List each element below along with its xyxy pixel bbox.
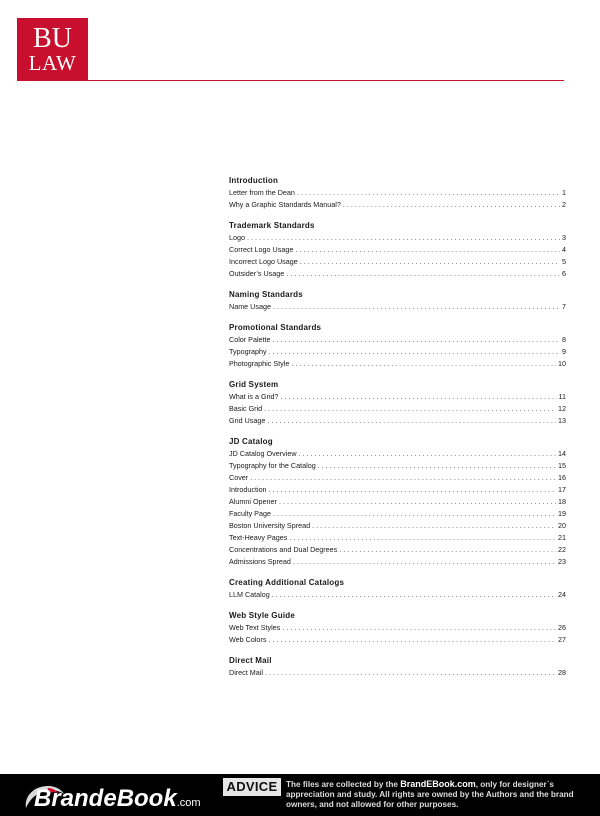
toc-entry[interactable]	[229, 556, 566, 568]
toc-entry-label: Why a Graphic Standards Manual?	[229, 200, 341, 209]
toc-entry-page: 23	[558, 557, 566, 566]
toc-section	[229, 436, 566, 568]
toc-entry-label: Incorrect Logo Usage	[229, 257, 298, 266]
toc-entry[interactable]	[229, 484, 566, 496]
dot-leader	[300, 256, 560, 268]
toc-section	[229, 610, 566, 646]
toc-section-title: Trademark Standards	[229, 221, 315, 230]
toc-entry[interactable]	[229, 508, 566, 520]
dot-leader	[343, 199, 560, 211]
dot-leader	[318, 460, 556, 472]
toc-entry[interactable]	[229, 472, 566, 484]
toc-section-title: Introduction	[229, 176, 279, 185]
toc-entry-label: Color Palette	[229, 335, 271, 344]
toc-entry-label: Typography	[229, 347, 267, 356]
toc-entry[interactable]	[229, 358, 566, 370]
dot-leader	[291, 358, 556, 370]
toc-entry-page: 3	[562, 233, 566, 242]
toc-entry-label: Logo	[229, 233, 245, 242]
toc-entry-page: 22	[558, 545, 566, 554]
toc-entry-label: Text-Heavy Pages	[229, 533, 288, 542]
toc-entry[interactable]	[229, 301, 566, 313]
toc-entry[interactable]	[229, 415, 566, 427]
toc-entry[interactable]	[229, 532, 566, 544]
toc-entry-label: What is a Grid?	[229, 392, 279, 401]
toc-section	[229, 175, 566, 211]
toc-entry-label: Alumni Opener	[229, 497, 277, 506]
toc-section-title: Web Style Guide	[229, 611, 295, 620]
dot-leader	[281, 391, 557, 403]
toc-entry-page: 20	[558, 521, 566, 530]
toc-entry[interactable]	[229, 667, 566, 679]
toc-section	[229, 322, 566, 370]
toc-entry[interactable]	[229, 520, 566, 532]
notice-part-2: , only for designer`s appreciation and study. All rights are owned by the Authors and the brand owners, and not allowed for other purposes.	[286, 780, 574, 809]
footer-banner	[0, 774, 600, 816]
logo-line-2: LAW	[28, 50, 77, 75]
header-rule	[88, 80, 564, 81]
toc-section	[229, 379, 566, 427]
bu-law-logo	[17, 18, 88, 81]
toc-section	[229, 655, 566, 679]
toc-entry-page: 7	[562, 302, 566, 311]
toc-entry[interactable]	[229, 634, 566, 646]
toc-entry-label: Letter from the Dean	[229, 188, 295, 197]
toc-entry-page: 18	[558, 497, 566, 506]
toc-entry-page: 2	[562, 200, 566, 209]
toc-entry-label: Introduction	[229, 485, 267, 494]
toc-entry-label: Typography for the Catalog	[229, 461, 316, 470]
toc-entry-label: Correct Logo Usage	[229, 245, 294, 254]
dot-leader	[286, 268, 560, 280]
toc-entry-label: Direct Mail	[229, 668, 263, 677]
toc-entry-label: Grid Usage	[229, 416, 266, 425]
dot-leader	[299, 448, 556, 460]
toc-entry[interactable]	[229, 256, 566, 268]
toc-entry-label: Cover	[229, 473, 249, 482]
toc-entry-label: Photographic Style	[229, 359, 290, 368]
toc-entry-page: 9	[562, 347, 566, 356]
toc-entry[interactable]	[229, 589, 566, 601]
toc-section-title: Grid System	[229, 380, 279, 389]
toc-entry-label: JD Catalog Overview	[229, 449, 297, 458]
toc-section-title: Direct Mail	[229, 656, 272, 665]
dot-leader	[250, 472, 556, 484]
toc-entry[interactable]	[229, 199, 566, 211]
toc-section-title: JD Catalog	[229, 437, 273, 446]
toc-entry-page: 10	[558, 359, 566, 368]
toc-entry[interactable]	[229, 460, 566, 472]
notice-part-1: The files are collected by the	[286, 780, 401, 789]
toc-entry-label: Name Usage	[229, 302, 271, 311]
toc-entry-label: Concentrations and Dual Degrees	[229, 545, 338, 554]
toc-entry-label: Basic Grid	[229, 404, 263, 413]
toc-section	[229, 220, 566, 280]
toc-entry-page: 13	[558, 416, 566, 425]
toc-entry[interactable]	[229, 187, 566, 199]
dot-leader	[268, 634, 556, 646]
toc-section-title: Naming Standards	[229, 290, 303, 299]
toc-entry-label: Outsider’s Usage	[229, 269, 285, 278]
dot-leader	[339, 544, 556, 556]
toc-entry-page: 14	[558, 449, 566, 458]
toc-entry-page: 28	[558, 668, 566, 677]
toc-entry[interactable]	[229, 448, 566, 460]
toc-section	[229, 289, 566, 313]
dot-leader	[273, 508, 556, 520]
toc-entry-page: 16	[558, 473, 566, 482]
dot-leader	[265, 667, 556, 679]
notice-site: BrandEBook.com	[400, 779, 476, 789]
copyright-notice	[286, 779, 592, 810]
logo-line-1: BU	[33, 22, 72, 54]
dot-leader	[312, 520, 556, 532]
dot-leader	[267, 415, 556, 427]
toc-entry-page: 1	[562, 188, 566, 197]
dot-leader	[293, 556, 556, 568]
toc-entry-page: 19	[558, 509, 566, 518]
toc-section-title: Creating Additional Catalogs	[229, 578, 345, 587]
toc-entry-label: Admissions Spread	[229, 557, 291, 566]
toc-entry-page: 17	[558, 485, 566, 494]
toc-entry[interactable]	[229, 544, 566, 556]
toc-entry-label: LLM Catalog	[229, 590, 270, 599]
table-of-contents	[229, 175, 566, 688]
toc-entry-page: 4	[562, 245, 566, 254]
dot-leader	[273, 334, 560, 346]
toc-entry[interactable]	[229, 622, 566, 634]
toc-entry-page: 15	[558, 461, 566, 470]
dot-leader	[264, 403, 556, 415]
toc-entry[interactable]	[229, 232, 566, 244]
toc-entry-label: Web Colors	[229, 635, 267, 644]
dot-leader	[297, 187, 560, 199]
toc-entry-label: Web Text Styles	[229, 623, 281, 632]
toc-entry-page: 27	[558, 635, 566, 644]
dot-leader	[269, 346, 560, 358]
toc-section	[229, 577, 566, 601]
toc-entry-page: 8	[562, 335, 566, 344]
toc-entry-label: Boston University Spread	[229, 521, 311, 530]
dot-leader	[295, 244, 560, 256]
toc-entry[interactable]	[229, 496, 566, 508]
toc-entry-page: 26	[558, 623, 566, 632]
toc-entry-page: 24	[558, 590, 566, 599]
toc-entry[interactable]	[229, 403, 566, 415]
toc-entry[interactable]	[229, 244, 566, 256]
brand-suffix: .com	[176, 797, 201, 809]
toc-entry[interactable]	[229, 346, 566, 358]
toc-entry[interactable]	[229, 268, 566, 280]
toc-entry[interactable]	[229, 391, 566, 403]
brand-name: BrandeBook	[34, 785, 177, 812]
toc-entry[interactable]	[229, 334, 566, 346]
dot-leader	[279, 496, 556, 508]
dot-leader	[282, 622, 556, 634]
toc-entry-page: 11	[558, 392, 566, 401]
dot-leader	[273, 301, 560, 313]
toc-entry-page: 12	[558, 404, 566, 413]
brandebook-wordmark	[34, 784, 201, 814]
dot-leader	[247, 232, 560, 244]
dot-leader	[272, 589, 556, 601]
dot-leader	[269, 484, 556, 496]
dot-leader	[289, 532, 556, 544]
advice-badge: ADVICE	[223, 778, 281, 796]
toc-entry-page: 6	[562, 269, 566, 278]
toc-entry-page: 21	[558, 533, 566, 542]
toc-section-title: Promotional Standards	[229, 323, 322, 332]
toc-entry-label: Faculty Page	[229, 509, 271, 518]
toc-entry-page: 5	[562, 257, 566, 266]
